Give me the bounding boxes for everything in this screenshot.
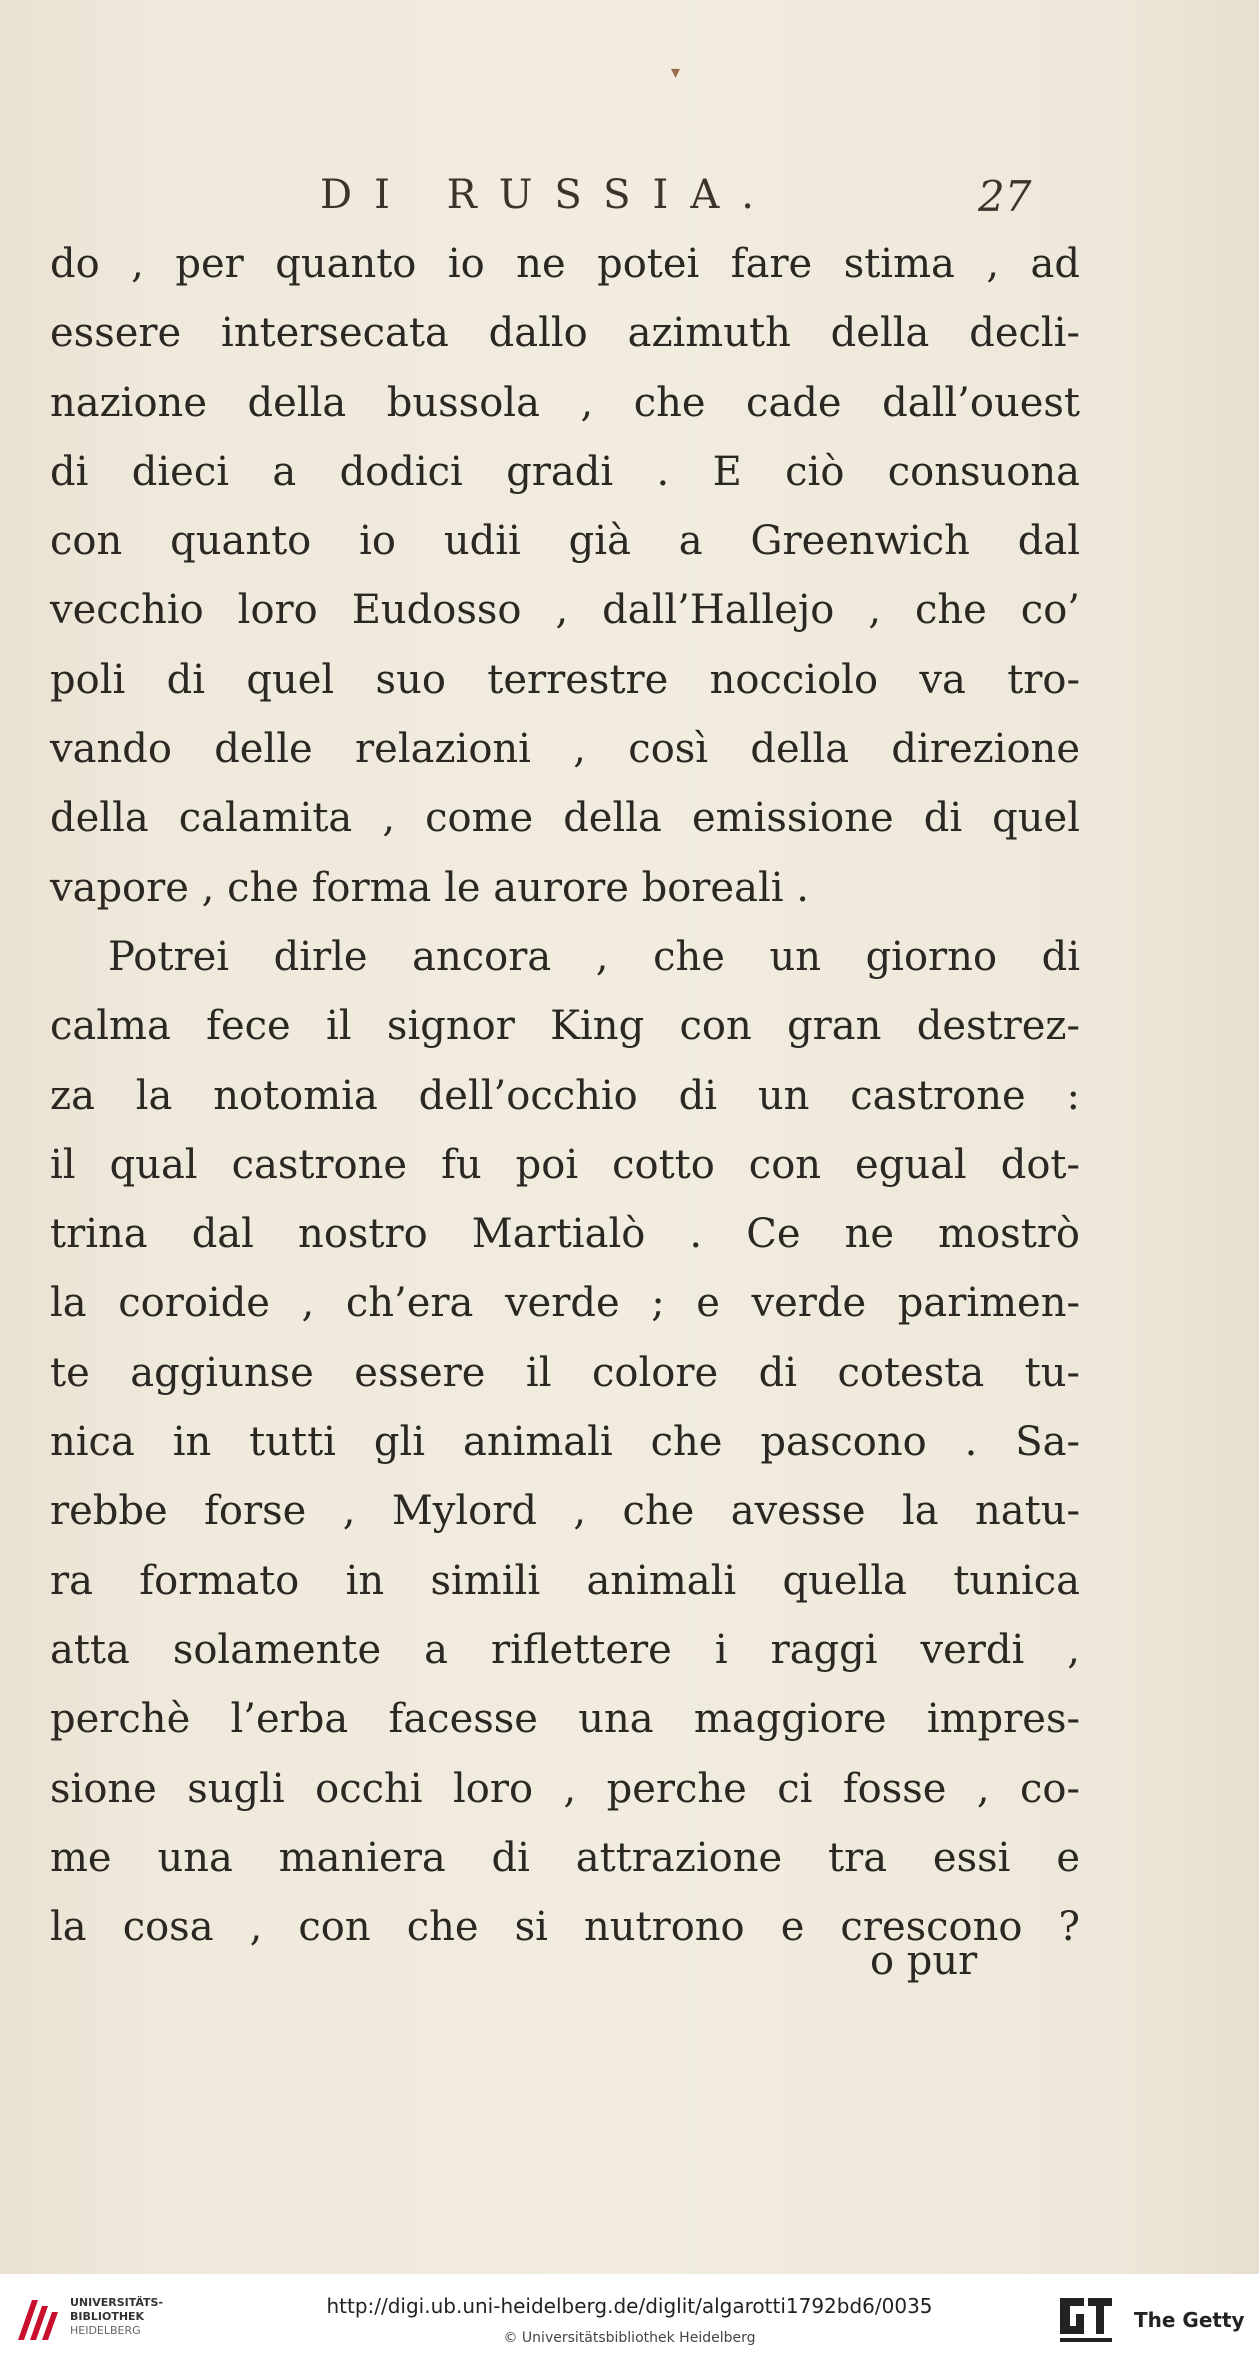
- getty-label: The Getty: [1134, 2308, 1245, 2332]
- text-line: trina dal nostro Martialò . Ce ne mostrò: [50, 1211, 1080, 1258]
- text-line: la coroide , ch’era verde ; e verde parimen-: [50, 1280, 1080, 1327]
- text-line: con quanto io udii già a Greenwich dal: [50, 518, 1080, 565]
- footer-bar: [0, 2274, 1259, 2364]
- text-line: il qual castrone fu poi cotto con egual dot-: [50, 1141, 1080, 1188]
- text-line: vando delle relazioni , così della direzione: [50, 726, 1080, 773]
- page-number: 27: [978, 172, 1032, 221]
- text-line: poli di quel suo terrestre nocciolo va tro-: [50, 656, 1080, 703]
- text-line: perchè l’erba facesse una maggiore impres-: [50, 1696, 1080, 1743]
- text-line: me una maniera di attrazione tra essi e: [50, 1834, 1080, 1881]
- catchword: o pur: [870, 1938, 978, 1984]
- library-name-line: HEIDELBERG: [70, 2324, 141, 2337]
- text-line: ra formato in simili animali quella tunica: [50, 1557, 1080, 1604]
- body-text: [50, 230, 1080, 1962]
- text-line: vapore , che forma le aurore boreali .: [50, 864, 809, 911]
- text-line: della calamita , come della emissione di quel: [50, 795, 1080, 842]
- text-line: nazione della bussola , che cade dall’ouest: [50, 379, 1080, 426]
- library-name-line: UNIVERSITÄTS-: [70, 2296, 164, 2309]
- text-line: vecchio loro Eudosso , dall’Hallejo , che co’: [50, 587, 1080, 634]
- text-line: za la notomia dell’occhio di un castrone :: [50, 1072, 1080, 1119]
- permalink-url[interactable]: http://digi.ub.uni-heidelberg.de/diglit/algarotti1792bd6/0035: [326, 2294, 933, 2318]
- text-line: nica in tutti gli animali che pascono . Sa-: [50, 1419, 1080, 1466]
- library-name-line: BIBLIOTHEK: [70, 2310, 145, 2323]
- text-line: sione sugli occhi loro , perche ci fosse , co-: [50, 1765, 1080, 1812]
- getty-logo-icon[interactable]: [1058, 2294, 1116, 2348]
- page-mark: ▾: [671, 62, 681, 83]
- text-line: do , per quanto io ne potei fare stima , ad: [50, 241, 1080, 287]
- text-line: Potrei dirle ancora , che un giorno di: [108, 933, 1080, 980]
- text-line: te aggiunse essere il colore di cotesta tu-: [50, 1349, 1080, 1396]
- text-line: calma fece il signor King con gran destrez-: [50, 1003, 1080, 1050]
- text-line: essere intersecata dallo azimuth della decli-: [50, 310, 1080, 357]
- text-line: di dieci a dodici gradi . E ciò consuona: [50, 448, 1080, 495]
- running-head: DI RUSSIA.: [320, 172, 776, 218]
- copyright-notice: © Universitätsbibliothek Heidelberg: [503, 2330, 756, 2346]
- text-line: la cosa , con che si nutrono e crescono ?: [50, 1904, 1080, 1951]
- text-line: atta solamente a riflettere i raggi verdi ,: [50, 1626, 1080, 1673]
- text-line: rebbe forse , Mylord , che avesse la natu-: [50, 1488, 1080, 1535]
